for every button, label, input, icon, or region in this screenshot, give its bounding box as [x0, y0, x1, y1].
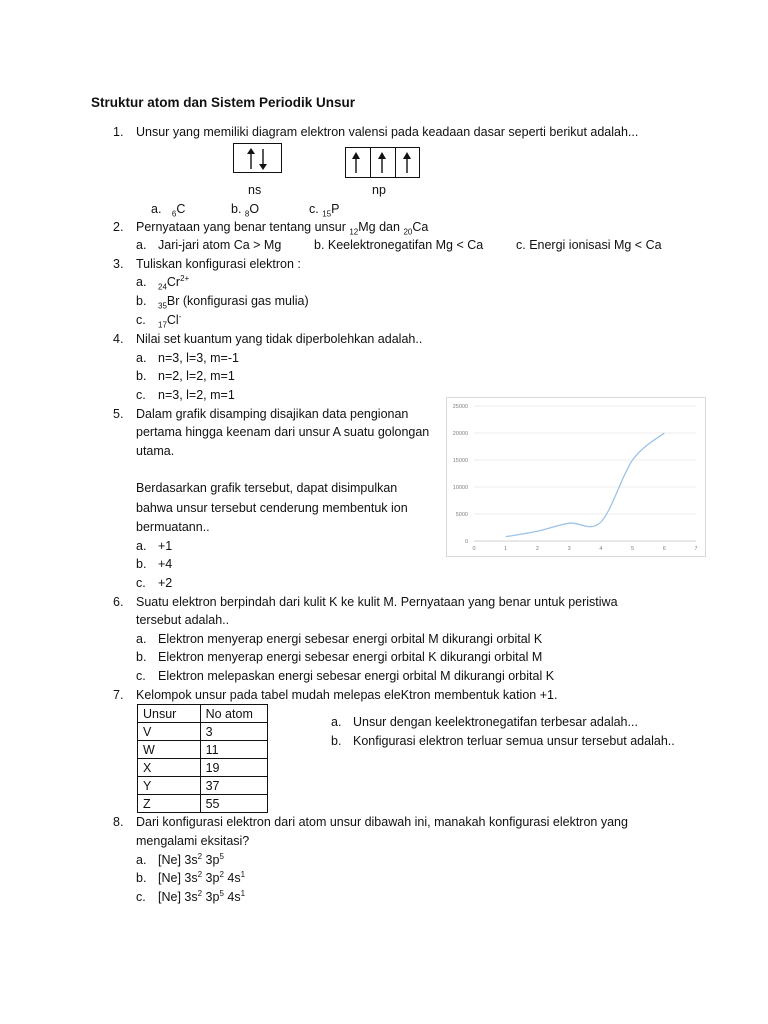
- table-row: [138, 723, 268, 741]
- q1-option-a: a. $_6$C: [151, 202, 186, 219]
- np-orbital-box: [345, 147, 420, 178]
- q8-c-letter: c.: [136, 890, 146, 904]
- table-header-row: [138, 705, 268, 723]
- q8-a-letter: a.: [136, 853, 147, 867]
- element-table: [137, 704, 268, 813]
- x-tick-label: 5: [631, 546, 635, 552]
- table-cell-unsur: Z: [138, 795, 201, 813]
- table-cell-unsur: Y: [138, 777, 201, 795]
- q4-text: Nilai set kuantum yang tidak diperbolehkan adalah..: [136, 332, 423, 346]
- q5-line6: bermuatann..: [136, 520, 210, 534]
- q3-number: 3.: [113, 257, 124, 271]
- q5-c: +2: [158, 576, 173, 590]
- x-tick-label: 3: [567, 546, 571, 552]
- table-row: [138, 759, 268, 777]
- q2-text: Pernyataan yang benar tentang unsur $_{12}$Mg dan $_{20}$Ca: [136, 220, 429, 237]
- q1-option-b: b. $_8$O: [231, 202, 260, 219]
- x-tick-label: 6: [662, 546, 666, 552]
- table-cell-no: 55: [200, 795, 267, 813]
- q3-a: $_{24}Cr^{2+}$: [158, 273, 190, 292]
- np-label: np: [372, 183, 386, 197]
- q5-line5: bahwa unsur tersebut cenderung membentuk ion: [136, 501, 408, 515]
- q8-c: [Ne] $3s^2$ $3p^5$ $4s^1$: [158, 888, 246, 904]
- x-tick-label: 4: [599, 546, 603, 552]
- q8-a: [Ne] $3s^2$ $3p^5$: [158, 851, 224, 867]
- np-orbital-3: [396, 148, 421, 177]
- x-tick-label: 7: [694, 546, 698, 552]
- up-arrow-icon: [396, 148, 420, 177]
- q6-number: 6.: [113, 595, 124, 609]
- q5-b-letter: b.: [136, 557, 147, 571]
- q4-b-letter: b.: [136, 369, 147, 383]
- up-arrow-icon: [371, 148, 395, 177]
- y-tick-label: 10000: [452, 485, 468, 491]
- q5-line2: pertama hingga keenam dari unsur A suatu golongan: [136, 425, 430, 439]
- q8-line1: Dari konfigurasi elektron dari atom unsur dibawah ini, manakah konfigurasi elektron yang: [136, 815, 628, 829]
- q6-c-letter: c.: [136, 669, 146, 683]
- table-row: [138, 795, 268, 813]
- q6-c: Elektron melepaskan energi sebesar energi orbital M dikurangi orbital K: [158, 669, 555, 683]
- table-cell-no: 37: [200, 777, 267, 795]
- q3-text: Tuliskan konfigurasi elektron :: [136, 257, 301, 271]
- y-tick-label: 5000: [455, 512, 468, 518]
- q7-a-letter: a.: [331, 715, 342, 729]
- q4-a-letter: a.: [136, 351, 147, 365]
- q4-c: n=3, l=2, m=1: [158, 388, 235, 402]
- q8-b: [Ne] $3s^2$ $3p^2$ $4s^1$: [158, 869, 246, 885]
- q2-option-c: c. Energi ionisasi Mg < Ca: [516, 238, 662, 252]
- q6-a: Elektron menyerap energi sebesar energi orbital M dikurangi orbital K: [158, 632, 543, 646]
- ionization-energy-chart: [446, 397, 706, 557]
- table-cell-unsur: W: [138, 741, 201, 759]
- q6-b: Elektron menyerap energi sebesar energi orbital K dikurangi orbital M: [158, 650, 543, 664]
- q3-b: $_{35}$Br (konfigurasi gas mulia): [158, 294, 309, 311]
- q3-c: $_{17}$Cl-: [158, 311, 182, 330]
- q5-line4: Berdasarkan grafik tersebut, dapat disimpulkan: [136, 481, 398, 495]
- table-cell-no: 11: [200, 741, 267, 759]
- q4-a: n=3, l=3, m=-1: [158, 351, 239, 365]
- q2-option-b: b. Keelektronegatifan Mg < Ca: [314, 238, 484, 252]
- table-cell-no: 19: [200, 759, 267, 777]
- x-tick-label: 0: [472, 546, 476, 552]
- y-tick-label: 0: [464, 539, 468, 545]
- np-orbital-2: [371, 148, 396, 177]
- q2-number: 2.: [113, 220, 124, 234]
- q4-b: n=2, l=2, m=1: [158, 369, 235, 383]
- q8-number: 8.: [113, 815, 124, 829]
- q5-c-letter: c.: [136, 576, 146, 590]
- q8-line2: mengalami eksitasi?: [136, 834, 250, 848]
- q7-a: Unsur dengan keelektronegatifan terbesar adalah...: [353, 715, 638, 729]
- chart-frame: [447, 398, 706, 557]
- y-tick-label: 15000: [452, 458, 468, 464]
- q5-a: +1: [158, 539, 173, 553]
- q5-number: 5.: [113, 407, 124, 421]
- y-tick-label: 25000: [452, 404, 468, 410]
- ns-label: ns: [248, 183, 262, 197]
- q5-line3: utama.: [136, 444, 175, 458]
- ns-orbital-box: [233, 143, 282, 173]
- q1-text: Unsur yang memiliki diagram elektron valensi pada keadaan dasar seperti berikut adalah...: [136, 125, 639, 139]
- table-header-no-atom: No atom: [200, 705, 267, 723]
- q7-number: 7.: [113, 688, 124, 702]
- q7-b-letter: b.: [331, 734, 342, 748]
- q5-b: +4: [158, 557, 173, 571]
- q7-b: Konfigurasi elektron terluar semua unsur tersebut adalah..: [353, 734, 675, 748]
- q6-b-letter: b.: [136, 650, 147, 664]
- q5-line1: Dalam grafik disamping disajikan data pengionan: [136, 407, 409, 421]
- table-cell-unsur: V: [138, 723, 201, 741]
- q1-option-c: c. $_{15}$P: [309, 202, 340, 219]
- table-cell-no: 3: [200, 723, 267, 741]
- q5-a-letter: a.: [136, 539, 147, 553]
- table-cell-unsur: X: [138, 759, 201, 777]
- table-row: [138, 741, 268, 759]
- q7-text: Kelompok unsur pada tabel mudah melepas eleKtron membentuk kation +1.: [136, 688, 558, 702]
- q4-c-letter: c.: [136, 388, 146, 402]
- q2-option-a: Jari-jari atom Ca > Mg: [158, 238, 282, 252]
- q6-a-letter: a.: [136, 632, 147, 646]
- q3-b-letter: b.: [136, 294, 147, 308]
- q2-option-a-letter: a.: [136, 238, 147, 252]
- q1-number: 1.: [113, 125, 124, 139]
- q3-c-letter: c.: [136, 313, 146, 327]
- q3-a-letter: a.: [136, 275, 147, 289]
- q8-b-letter: b.: [136, 871, 147, 885]
- q6-line1: Suatu elektron berpindah dari kulit K ke kulit M. Pernyataan yang benar untuk peristiwa: [136, 595, 618, 609]
- x-tick-label: 2: [535, 546, 539, 552]
- q4-number: 4.: [113, 332, 124, 346]
- up-down-arrows-icon: [234, 144, 283, 174]
- np-orbital-1: [346, 148, 371, 177]
- table-header-unsur: Unsur: [138, 705, 201, 723]
- x-tick-label: 1: [504, 546, 508, 552]
- q6-line2: tersebut adalah..: [136, 613, 230, 627]
- up-arrow-icon: [346, 148, 370, 177]
- page-title: Struktur atom dan Sistem Periodik Unsur: [91, 95, 356, 110]
- y-tick-label: 20000: [452, 431, 468, 437]
- table-row: [138, 777, 268, 795]
